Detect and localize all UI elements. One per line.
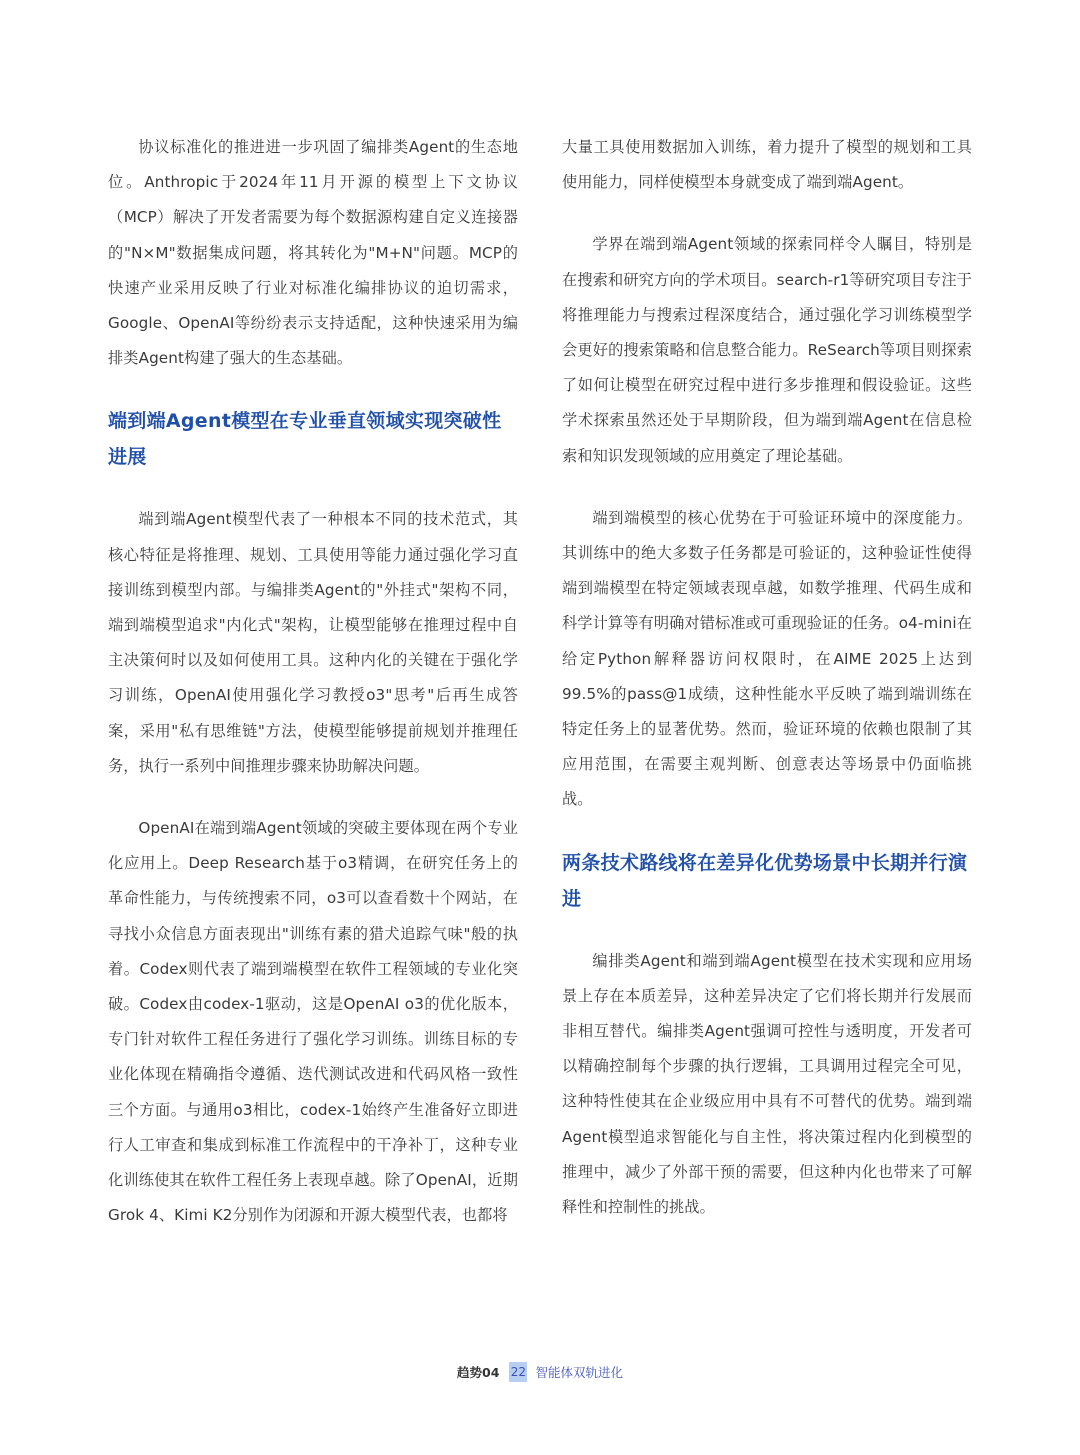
paragraph-core-advantage: 端到端模型的核心优势在于可验证环境中的深度能力。其训练中的绝大多数子任务都是可验证的，这种验证性使得端到端模型在特定领域表现卓越，如数学推理、代码生成和科学计算等有明确对错标准或可重现验证的任务。o4-mini在给定Python解释器访问权限时，在AIME 2025上达到99.5%的pass@1成绩，这种性能水平反映了端到端训练在特定任务上的显著优势。然而，验证环境的依赖也限制了其应用范围，在需要主观判断、创意表达等场景中仍面临挑战。 <box>562 508 972 809</box>
paragraph-end-to-end-paradigm: 端到端Agent模型代表了一种根本不同的技术范式，其核心特征是将推理、规划、工具使用等能力通过强化学习直接训练到模型内部。与编排类Agent的"外挂式"架构不同，端到端模型追求"内化式"架构，让模型能够在推理过程中自主决策何时以及如何使用工具。这种内化的关键在于强化学习训练，OpenAI使用强化学习教授o3"思考"后再生成答案，采用"私有思维链"方法，使模型能够提前规划并推理任务，执行一系列中间推理步骤来协助解决问题。 <box>108 510 518 775</box>
paragraph-protocol-standardization: 协议标准化的推进进一步巩固了编排类Agent的生态地位。Anthropic于2024年11月开源的模型上下文协议（MCP）解决了开发者需要为每个数据源构建自定义连接器的"N×M"数据集成问题，将其转化为"M+N"问题。MCP的快速产业采用反映了行业对标准化编排协议的迫切需求，Google、OpenAI等纷纷表示支持适配，这种快速采用为编排类Agent构建了强大的生态基础。 <box>108 138 518 368</box>
paragraph-continuation: 大量工具使用数据加入训练，着力提升了模型的规划和工具使用能力，同样使模型本身就变成了端到端Agent。 <box>562 138 972 192</box>
page-number: 22 <box>509 1362 527 1382</box>
section-heading-end-to-end: 端到端Agent模型在专业垂直领域实现突破性进展 <box>108 410 502 469</box>
footer-chapter-title: 智能体双轨进化 <box>535 1365 623 1380</box>
paragraph-parallel-development: 编排类Agent和端到端Agent模型在技术实现和应用场景上存在本质差异，这种差异决定了它们将长期并行发展而非相互替代。编排类Agent强调可控性与透明度，开发者可以精确控制每个步骤的执行逻辑，工具调用过程完全可见，这种特性使其在企业级应用中具有不可替代的优势。端到端Agent模型追求智能化与自主性，将决策过程内化到模型的推理中，减少了外部干预的需要，但这种内化也带来了可解释性和控制性的挑战。 <box>562 951 972 1217</box>
right-column <box>562 130 972 1225</box>
section-heading-parallel-evolution: 两条技术路线将在差异化优势场景中长期并行演进 <box>562 851 968 910</box>
paragraph-openai-breakthrough: OpenAI在端到端Agent领域的突破主要体现在两个专业化应用上。Deep Research基于o3精调，在研究任务上的革命性能力，与传统搜索不同，o3可以查看数十个网站，在寻找小众信息方面表现出"训练有素的猎犬追踪气味"般的执着。Codex则代表了端到端模型在软件工程领域的专业化突破。Codex由codex-1驱动，这是OpenAI o3的优化版本，专门针对软件工程任务进行了强化学习训练。训练目标的专业化体现在精确指令遵循、迭代测试改进和代码风格一致性三个方面。与通用o3相比，codex-1始终产生准备好立即进行人工审查和集成到标准工作流程中的干净补丁，这种专业化训练使其在软件工程任务上表现卓越。除了OpenAI，近期Grok 4、Kimi K2分别作为闭源和开源大模型代表，也都将 <box>108 819 518 1225</box>
left-column <box>108 130 518 1233</box>
paragraph-academic-exploration: 学界在端到端Agent领域的探索同样令人瞩目，特别是在搜索和研究方向的学术项目。search-r1等研究项目专注于将推理能力与搜索过程深度结合，通过强化学习训练模型学会更好的搜索策略和信息整合能力。ReSearch等项目则探索了如何让模型在研究过程中进行多步推理和假设验证。这些学术探索虽然还处于早期阶段，但为端到端Agent在信息检索和知识发现领域的应用奠定了理论基础。 <box>562 235 972 465</box>
page-footer <box>0 1360 1080 1384</box>
footer-trend-label: 趋势04 <box>457 1365 500 1380</box>
